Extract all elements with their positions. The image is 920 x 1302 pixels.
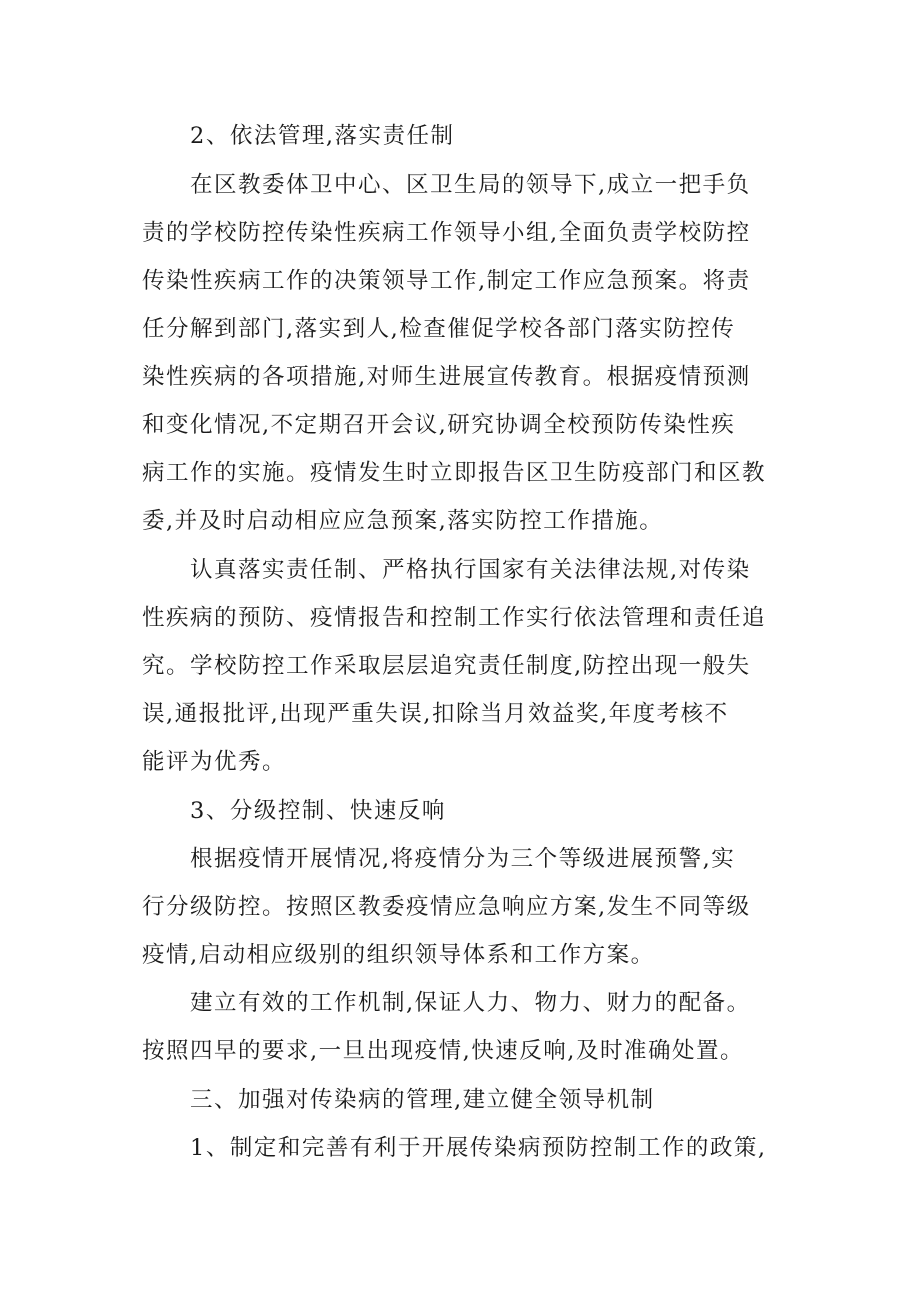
paragraph-line: 行分级防控。按照区教委疫情应急响应方案,发生不同等级	[142, 894, 751, 920]
section-heading: 3、分级控制、快速反响	[190, 798, 446, 824]
paragraph-line: 建立有效的工作机制,保证人力、物力、财力的配备。	[190, 990, 751, 1016]
paragraph-line: 误,通报批评,出现严重失误,扣除当月效益奖,年度考核不	[142, 701, 729, 727]
paragraph-line: 任分解到部门,落实到人,检查催促学校各部门落实防控传	[142, 316, 736, 342]
section-heading: 2、依法管理,落实责任制	[190, 123, 455, 149]
paragraph-line: 染性疾病的各项措施,对师生进展宣传教育。根据疫情预测	[142, 364, 751, 390]
paragraph-line: 认真落实责任制、严格执行国家有关法律法规,对传染	[190, 557, 751, 583]
paragraph-line: 按照四早的要求,一旦出现疫情,快速反响,及时准确处置。	[142, 1038, 744, 1064]
paragraph-line: 根据疫情开展情况,将疫情分为三个等级进展预警,实	[190, 846, 736, 872]
paragraph-line: 责的学校防控传染性疾病工作领导小组,全面负责学校防控	[142, 220, 751, 246]
paragraph-line: 在区教委体卫中心、区卫生局的领导下,成立一把手负	[190, 172, 751, 198]
paragraph-line: 病工作的实施。疫情发生时立即报告区卫生防疫部门和区教	[142, 460, 767, 486]
paragraph-line: 能评为优秀。	[142, 749, 287, 775]
paragraph-line: 疫情,启动相应级别的组织领导体系和工作方案。	[142, 942, 655, 968]
paragraph-line: 和变化情况,不定期召开会议,研究协调全校预防传染性疾	[142, 412, 736, 438]
paragraph-line: 委,并及时启动相应应急预案,落实防控工作措施。	[142, 508, 664, 534]
paragraph-line: 性疾病的预防、疫情报告和控制工作实行依法管理和责任追	[142, 605, 767, 631]
paragraph-line: 究。学校防控工作采取层层追究责任制度,防控出现一般失	[142, 653, 751, 679]
section-heading: 三、加强对传染病的管理,建立健全领导机制	[190, 1087, 655, 1113]
paragraph-line: 传染性疾病工作的决策领导工作,制定工作应急预案。将责	[142, 268, 751, 294]
paragraph-line: 1、制定和完善有利于开展传染病预防控制工作的政策,	[190, 1135, 767, 1161]
